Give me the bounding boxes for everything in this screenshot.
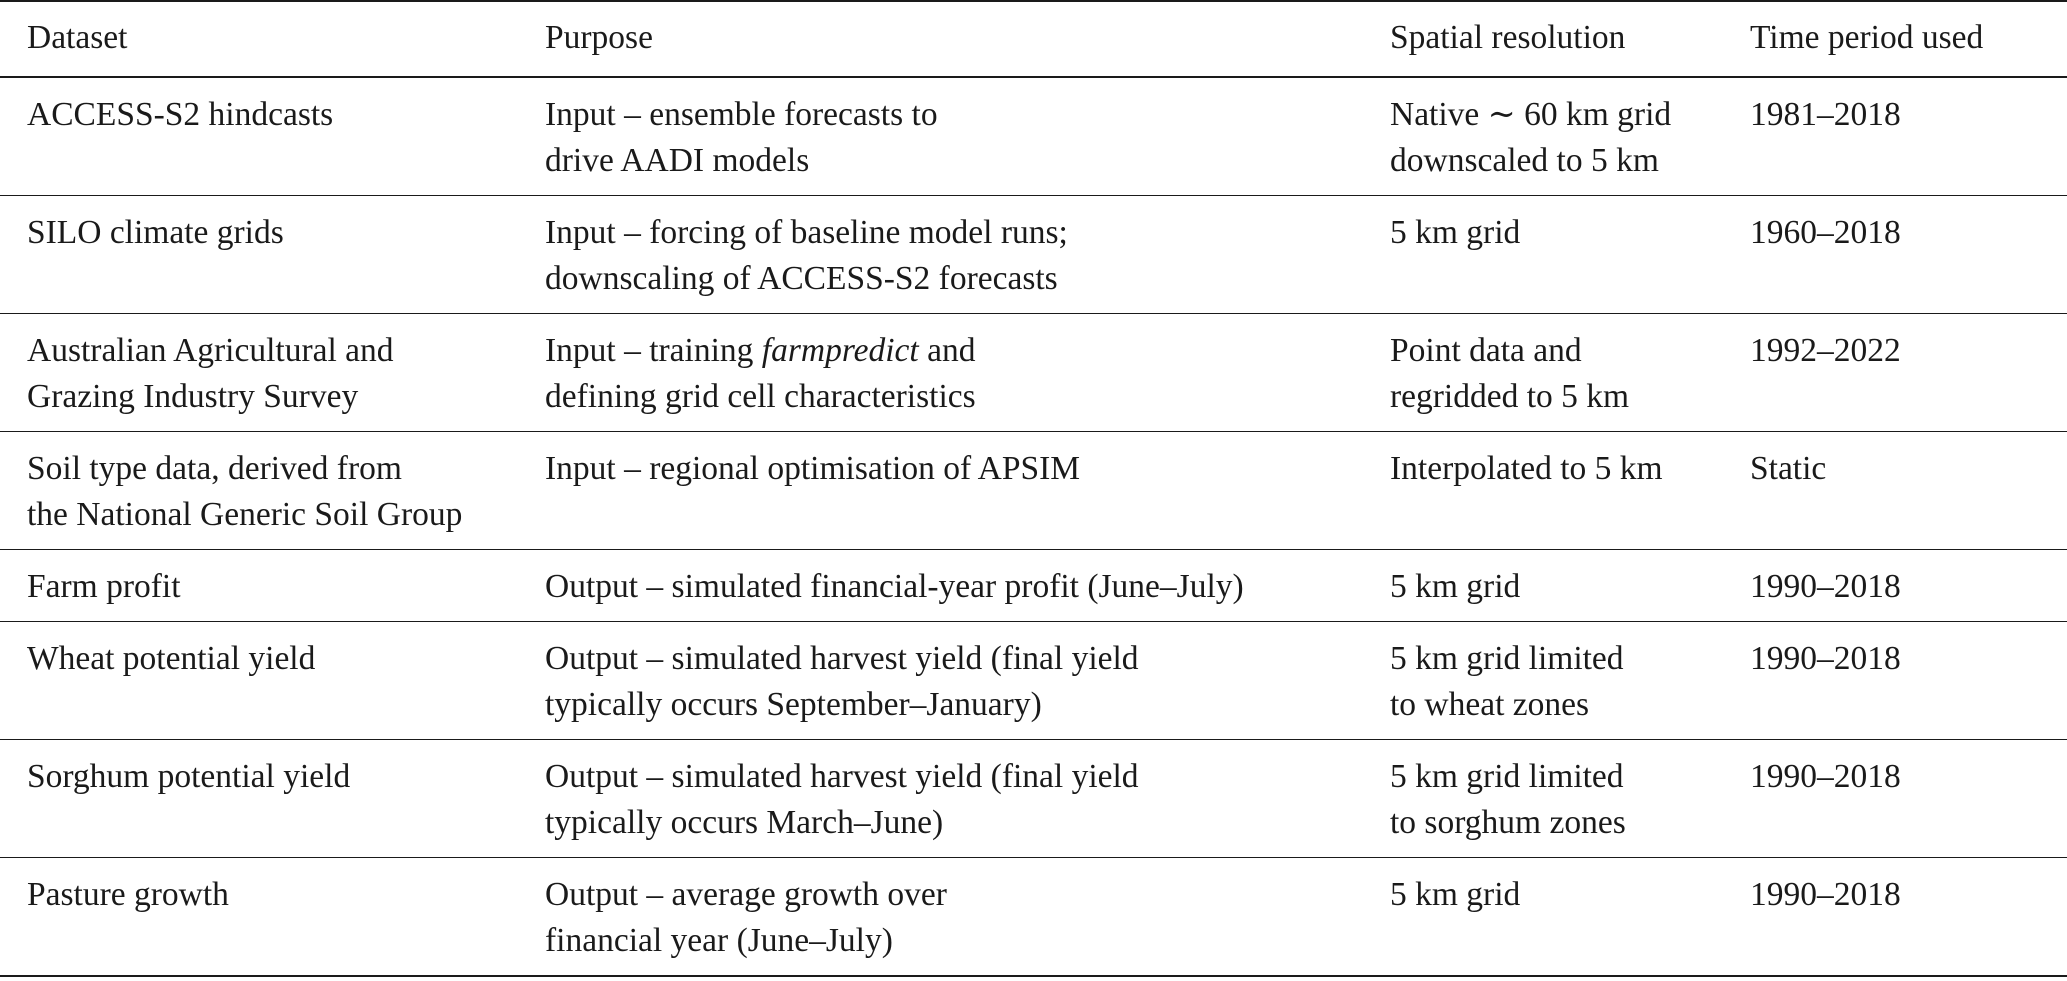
table-row xyxy=(0,314,2067,432)
cell-dataset: Pasture growth xyxy=(27,876,229,913)
table-row xyxy=(0,432,2067,550)
header-time-period: Time period used xyxy=(1750,19,1984,56)
table-row xyxy=(0,550,2067,622)
header-spatial-resolution: Spatial resolution xyxy=(1390,19,1626,56)
cell-dataset: Sorghum potential yield xyxy=(27,758,351,795)
cell-purpose: Output – simulated harvest yield (final yield typically occurs September–January) xyxy=(545,640,1139,723)
cell-dataset: Soil type data, derived from the National Generic Soil Group xyxy=(27,450,463,533)
cell-purpose: Input – training farmpredict and defining grid cell characteristics xyxy=(545,332,976,415)
cell-purpose: Output – simulated financial-year profit (June–July) xyxy=(545,568,1244,605)
table-row xyxy=(0,858,2067,977)
cell-dataset: SILO climate grids xyxy=(27,214,284,251)
cell-purpose: Input – forcing of baseline model runs; downscaling of ACCESS-S2 forecasts xyxy=(545,214,1068,297)
cell-resolution: Native ∼ 60 km grid downscaled to 5 km xyxy=(1390,96,1672,179)
table-row xyxy=(0,77,2067,196)
cell-dataset: Wheat potential yield xyxy=(27,640,316,677)
table-header-row xyxy=(0,1,2067,77)
table-row xyxy=(0,196,2067,314)
cell-purpose: Input – regional optimisation of APSIM xyxy=(545,450,1081,487)
cell-period: 1981–2018 xyxy=(1750,96,1901,133)
cell-period: 1990–2018 xyxy=(1750,568,1901,605)
header-purpose: Purpose xyxy=(545,19,653,56)
farmpredict-italic: farmpredict xyxy=(761,332,919,369)
cell-period: 1990–2018 xyxy=(1750,876,1901,913)
cell-resolution: 5 km grid xyxy=(1390,214,1521,251)
cell-period: 1992–2022 xyxy=(1750,332,1901,369)
header-dataset: Dataset xyxy=(27,19,128,56)
cell-period: 1990–2018 xyxy=(1750,758,1901,795)
cell-purpose: Output – simulated harvest yield (final yield typically occurs March–June) xyxy=(545,758,1139,841)
cell-period: Static xyxy=(1750,450,1827,487)
table-row xyxy=(0,622,2067,740)
cell-resolution: 5 km grid xyxy=(1390,876,1521,913)
cell-dataset: Farm profit xyxy=(27,568,181,605)
cell-resolution: Point data and regridded to 5 km xyxy=(1390,332,1630,415)
cell-period: 1960–2018 xyxy=(1750,214,1901,251)
cell-dataset: Australian Agricultural and Grazing Industry Survey xyxy=(27,332,394,415)
cell-resolution: 5 km grid xyxy=(1390,568,1521,605)
cell-period: 1990–2018 xyxy=(1750,640,1901,677)
cell-resolution: Interpolated to 5 km xyxy=(1390,450,1663,487)
cell-dataset: ACCESS-S2 hindcasts xyxy=(27,96,334,133)
table-row xyxy=(0,740,2067,858)
cell-purpose: Input – ensemble forecasts to drive AADI models xyxy=(545,96,938,179)
cell-resolution: 5 km grid limited to wheat zones xyxy=(1390,640,1624,723)
cell-purpose: Output – average growth over financial year (June–July) xyxy=(545,876,947,959)
cell-resolution: 5 km grid limited to sorghum zones xyxy=(1390,758,1626,841)
